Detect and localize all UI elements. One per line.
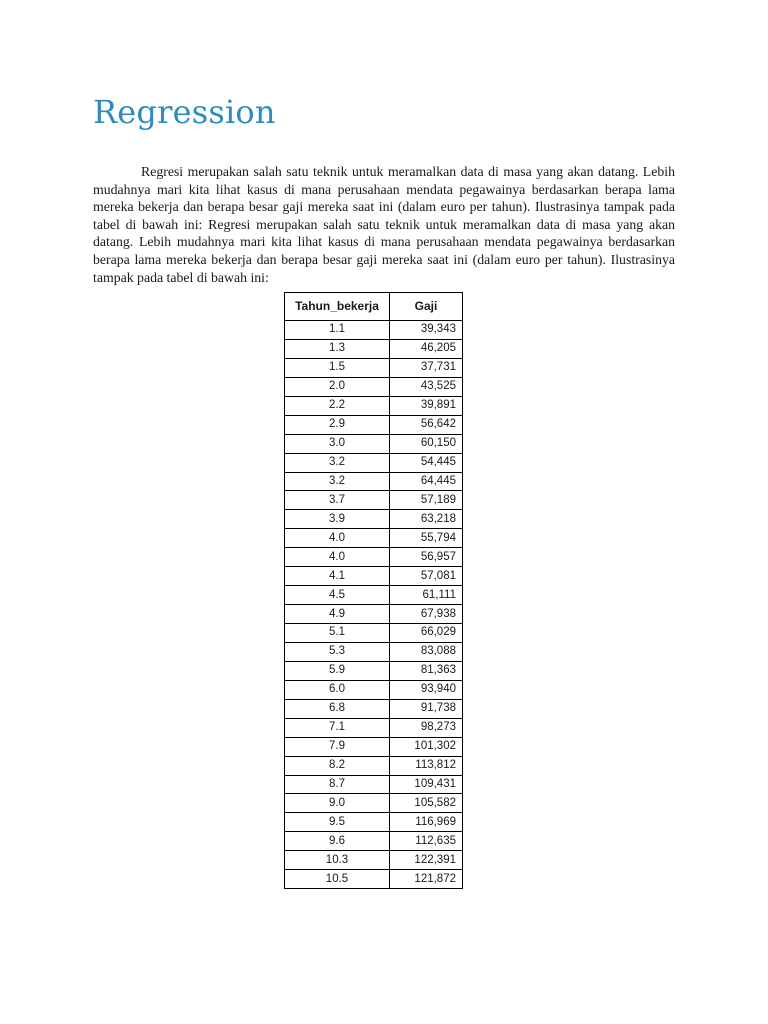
cell-tahun-bekerja: 3.2 bbox=[285, 472, 390, 491]
cell-tahun-bekerja: 1.1 bbox=[285, 321, 390, 340]
table-row bbox=[285, 642, 463, 661]
cell-gaji: 61,111 bbox=[390, 586, 463, 605]
table-row bbox=[285, 756, 463, 775]
cell-tahun-bekerja: 8.7 bbox=[285, 775, 390, 794]
cell-gaji: 101,302 bbox=[390, 737, 463, 756]
cell-gaji: 39,891 bbox=[390, 396, 463, 415]
cell-gaji: 39,343 bbox=[390, 321, 463, 340]
table-row bbox=[285, 548, 463, 567]
table-row bbox=[285, 718, 463, 737]
table-row bbox=[285, 586, 463, 605]
table-row bbox=[285, 396, 463, 415]
table-row bbox=[285, 529, 463, 548]
table-header-row bbox=[285, 293, 463, 321]
cell-tahun-bekerja: 6.0 bbox=[285, 680, 390, 699]
table-row bbox=[285, 358, 463, 377]
cell-tahun-bekerja: 3.9 bbox=[285, 510, 390, 529]
cell-tahun-bekerja: 7.1 bbox=[285, 718, 390, 737]
cell-tahun-bekerja: 2.9 bbox=[285, 415, 390, 434]
cell-tahun-bekerja: 4.1 bbox=[285, 567, 390, 586]
table-row bbox=[285, 870, 463, 889]
cell-gaji: 98,273 bbox=[390, 718, 463, 737]
cell-gaji: 81,363 bbox=[390, 661, 463, 680]
cell-tahun-bekerja: 4.5 bbox=[285, 586, 390, 605]
cell-gaji: 93,940 bbox=[390, 680, 463, 699]
cell-gaji: 43,525 bbox=[390, 377, 463, 396]
table-row bbox=[285, 661, 463, 680]
cell-gaji: 57,081 bbox=[390, 567, 463, 586]
table-body bbox=[285, 321, 463, 889]
table-row bbox=[285, 321, 463, 340]
cell-tahun-bekerja: 2.2 bbox=[285, 396, 390, 415]
cell-gaji: 112,635 bbox=[390, 832, 463, 851]
cell-gaji: 64,445 bbox=[390, 472, 463, 491]
table-row bbox=[285, 680, 463, 699]
cell-tahun-bekerja: 10.5 bbox=[285, 870, 390, 889]
cell-gaji: 57,189 bbox=[390, 491, 463, 510]
table-row bbox=[285, 472, 463, 491]
table-row bbox=[285, 699, 463, 718]
cell-gaji: 55,794 bbox=[390, 529, 463, 548]
cell-gaji: 122,391 bbox=[390, 851, 463, 870]
cell-gaji: 60,150 bbox=[390, 434, 463, 453]
cell-gaji: 109,431 bbox=[390, 775, 463, 794]
cell-tahun-bekerja: 1.3 bbox=[285, 339, 390, 358]
table-row bbox=[285, 510, 463, 529]
cell-tahun-bekerja: 7.9 bbox=[285, 737, 390, 756]
cell-tahun-bekerja: 4.9 bbox=[285, 605, 390, 624]
cell-gaji: 54,445 bbox=[390, 453, 463, 472]
table-row bbox=[285, 339, 463, 358]
column-header-gaji: Gaji bbox=[390, 293, 463, 321]
cell-gaji: 113,812 bbox=[390, 756, 463, 775]
table-row bbox=[285, 832, 463, 851]
table-row bbox=[285, 491, 463, 510]
table-row bbox=[285, 775, 463, 794]
cell-gaji: 63,218 bbox=[390, 510, 463, 529]
cell-tahun-bekerja: 5.3 bbox=[285, 642, 390, 661]
page-title: Regression bbox=[93, 93, 276, 131]
table-row bbox=[285, 794, 463, 813]
cell-tahun-bekerja: 6.8 bbox=[285, 699, 390, 718]
cell-gaji: 67,938 bbox=[390, 605, 463, 624]
cell-tahun-bekerja: 2.0 bbox=[285, 377, 390, 396]
table-row bbox=[285, 813, 463, 832]
table-row bbox=[285, 624, 463, 643]
cell-tahun-bekerja: 5.1 bbox=[285, 624, 390, 643]
table-row bbox=[285, 851, 463, 870]
cell-tahun-bekerja: 10.3 bbox=[285, 851, 390, 870]
column-header-tahun-bekerja: Tahun_bekerja bbox=[285, 293, 390, 321]
cell-gaji: 105,582 bbox=[390, 794, 463, 813]
table-row bbox=[285, 415, 463, 434]
table-row bbox=[285, 567, 463, 586]
cell-gaji: 66,029 bbox=[390, 624, 463, 643]
salary-table bbox=[284, 292, 463, 889]
cell-tahun-bekerja: 9.5 bbox=[285, 813, 390, 832]
table-row bbox=[285, 605, 463, 624]
table-row bbox=[285, 453, 463, 472]
cell-tahun-bekerja: 3.7 bbox=[285, 491, 390, 510]
cell-tahun-bekerja: 3.2 bbox=[285, 453, 390, 472]
cell-gaji: 116,969 bbox=[390, 813, 463, 832]
cell-gaji: 121,872 bbox=[390, 870, 463, 889]
cell-gaji: 91,738 bbox=[390, 699, 463, 718]
cell-tahun-bekerja: 4.0 bbox=[285, 548, 390, 567]
cell-gaji: 56,957 bbox=[390, 548, 463, 567]
cell-tahun-bekerja: 4.0 bbox=[285, 529, 390, 548]
cell-tahun-bekerja: 1.5 bbox=[285, 358, 390, 377]
cell-gaji: 46,205 bbox=[390, 339, 463, 358]
cell-gaji: 37,731 bbox=[390, 358, 463, 377]
table-row bbox=[285, 434, 463, 453]
cell-tahun-bekerja: 9.6 bbox=[285, 832, 390, 851]
cell-tahun-bekerja: 5.9 bbox=[285, 661, 390, 680]
cell-gaji: 83,088 bbox=[390, 642, 463, 661]
intro-paragraph: Regresi merupakan salah satu teknik untuk meramalkan data di masa yang akan datang. Lebih mudahnya mari kita lihat kasus di mana perusahaan mendata pegawainya berdasarkan berapa lama mereka bekerja dan berapa besar gaji mereka saat ini (dalam euro per tahun). Ilustrasinya tampak pada tabel di bawah ini: Regresi merupakan salah satu teknik untuk meramalkan data di masa yang akan datang. Lebih mudahnya mari kita lihat kasus di mana perusahaan mendata pegawainya berdasarkan berapa lama mereka bekerja dan berapa besar gaji mereka saat ini (dalam euro per tahun). Ilustrasinya tampak pada tabel di bawah ini: bbox=[93, 164, 675, 285]
cell-tahun-bekerja: 8.2 bbox=[285, 756, 390, 775]
cell-tahun-bekerja: 3.0 bbox=[285, 434, 390, 453]
table-row bbox=[285, 377, 463, 396]
cell-gaji: 56,642 bbox=[390, 415, 463, 434]
cell-tahun-bekerja: 9.0 bbox=[285, 794, 390, 813]
table-row bbox=[285, 737, 463, 756]
